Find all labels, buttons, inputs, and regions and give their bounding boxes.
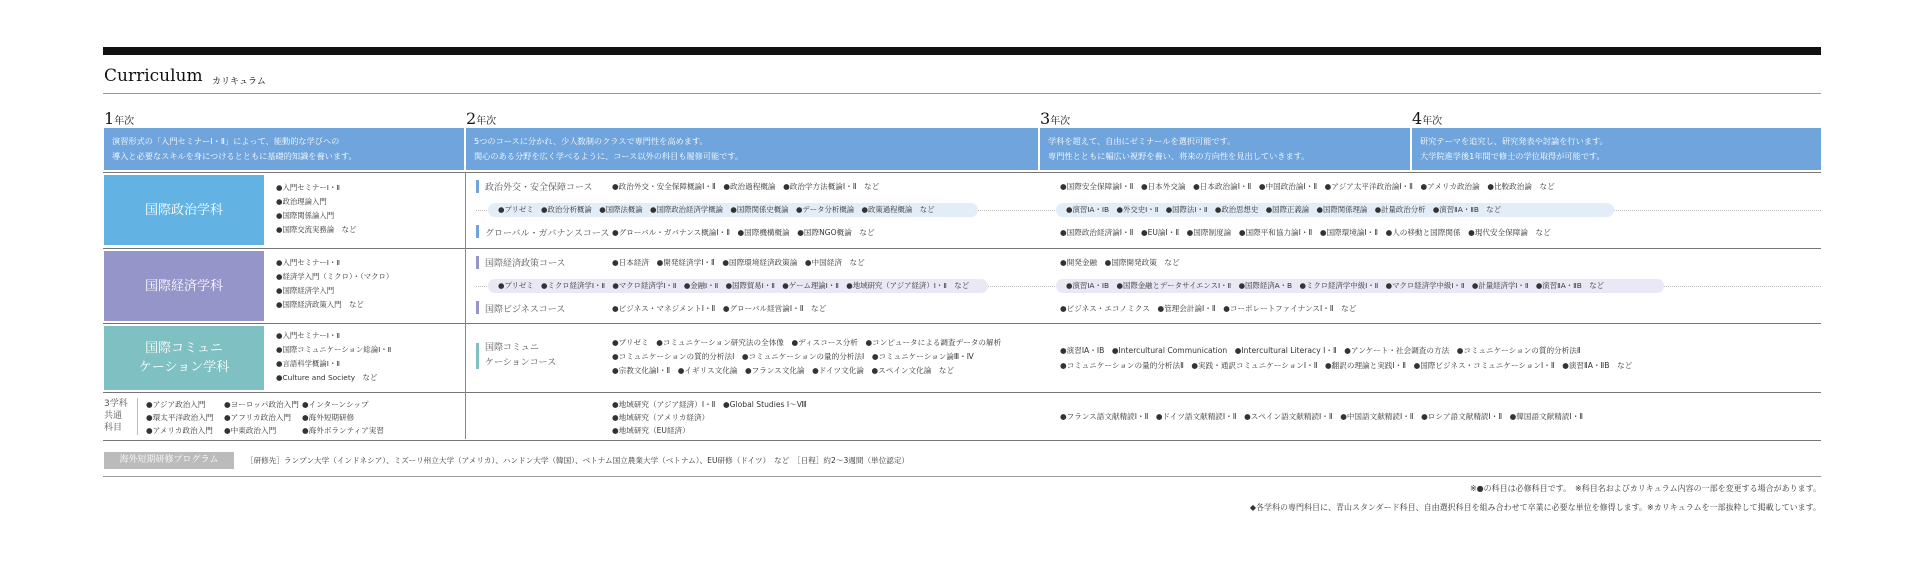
course-name: 国際経済政策コース (485, 259, 566, 269)
year-2-heading: 2年次 (466, 109, 497, 128)
row-divider (103, 440, 1821, 441)
course-y2-items: ●日本経済 ●開発経済学Ⅰ・Ⅱ ●国際環境経済政策論 ●中国経済 など (612, 258, 865, 267)
row-divider (103, 476, 1821, 477)
required-courses-communication: ●入門セミナーⅠ・Ⅱ ●国際コミュニケーション総論Ⅰ・Ⅱ ●言語科学概論Ⅰ・Ⅱ ●Culture and Society など (276, 331, 392, 382)
course-y3-items: ●開発金融 ●国際開発政策 など (1060, 258, 1180, 267)
department-communication: 国際コミュニ ケーション学科 (104, 326, 264, 390)
course-name: 国際コミュニ ケーションコース (485, 343, 557, 368)
page-subtitle: カリキュラム (212, 77, 266, 87)
year-separator (465, 173, 466, 439)
required-courses-economics: ●入門セミナーⅠ・Ⅱ ●経済学入門（ミクロ）・（マクロ） ●国際経済学入門 ●国際経済政策入門 など (276, 258, 394, 309)
shared-y2-items: ●プリゼミ ●政治分析概論 ●国際法概論 ●国際政治経済学概論 ●国際関係史概論 ●データ分析概論 ●政策過程概論 など (498, 205, 935, 214)
common-label-separator (137, 398, 138, 435)
year-4-description: 研究テーマを追究し、研究発表や討論を行います。 大学院進学後1年間で修士の学位取得が可能です。 (1420, 136, 1608, 161)
course-marker (476, 180, 479, 193)
department-economics: 国際経済学科 (104, 251, 264, 321)
department-politics: 国際政治学科 (104, 175, 264, 245)
shared-y3-items: ●演習ⅠA・ⅠB ●外交史Ⅰ・Ⅱ ●国際法Ⅰ・Ⅱ ●政治思想史 ●国際正義論 ●国際関係理論 ●計量政治分析 ●演習ⅡA・ⅡB など (1066, 205, 1502, 214)
course-y3-items: ●国際政治経済論Ⅰ・Ⅱ ●EU論Ⅰ・Ⅱ ●国際制度論 ●国際平和協力論Ⅰ・Ⅱ ●国際環境論Ⅰ・Ⅱ ●人の移動と国際関係 ●現代安全保障論 など (1060, 228, 1551, 237)
course-name: 政治外交・安全保障コース (485, 183, 593, 193)
course-y2-items: ●プリゼミ ●コミュニケーション研究法の全体像 ●ディスコース分析 ●コンピュータによる調査データの解析 ●コミュニケーションの質的分析法Ⅰ ●コミュニケーションの量的分析法Ⅰ ●コミュニケーション論Ⅲ・Ⅳ ●宗教文化論Ⅰ・Ⅱ ●イギリス文化論 ●フランス文化論 ●ドイツ文化論 ●スペイン文化論 など (612, 338, 1002, 375)
course-y3-items: ●演習ⅠA・ⅠB ●Intercultural Communication ●Intercultural Literacy Ⅰ・Ⅱ ●アンケート・社会調査の方法 ●コミュニケーションの質的分析法Ⅱ ●コミュニケーションの量的分析法Ⅱ ●実践・通訳コミュニケーションⅠ・Ⅱ ●翻訳の理論と実践Ⅰ・Ⅱ ●国際ビジネス・コミュニケーションⅠ・Ⅱ ●演習ⅡA・ⅡB など (1060, 346, 1633, 370)
year-2-description: 5つのコースに分かれ、少人数制のクラスで専門性を高めます。 関心のある分野を広く学べるように、コース以外の科目も履修可能です。 (474, 136, 744, 161)
common-col-2: ●ヨーロッパ政治入門 ●アフリカ政治入門 ●中東政治入門 (224, 400, 299, 435)
page-title: Curriculum (104, 66, 203, 86)
footnote-required: ※●の科目は必修科目です。 ※科目名およびカリキュラム内容の一部を変更する場合があります。 (1469, 484, 1821, 493)
overseas-program-label: 海外短期研修プログラム (104, 452, 234, 469)
year-1-heading: 1年次 (104, 109, 135, 128)
common-y3-items: ●フランス語文献精読Ⅰ・Ⅱ ●ドイツ語文献精読Ⅰ・Ⅱ ●スペイン語文献精読Ⅰ・Ⅱ ●中国語文献精読Ⅰ・Ⅱ ●ロシア語文献精読Ⅰ・Ⅱ ●韓国語文献精読Ⅰ・Ⅱ (1060, 412, 1584, 421)
course-name: グローバル・ガバナンスコース (485, 229, 610, 239)
year-1-description: 演習形式の「入門セミナーⅠ・Ⅱ」によって、能動的な学びへの 導入と必要なスキルを身につけるとともに基礎的知識を養います。 (112, 136, 357, 161)
common-col-3: ●インターンシップ ●海外短期研修 ●海外ボランティア実習 (302, 400, 384, 435)
top-rule (103, 47, 1821, 55)
course-marker (476, 343, 479, 369)
year-4-heading: 4年次 (1412, 109, 1443, 128)
year-3-heading: 3年次 (1040, 109, 1071, 128)
row-divider (103, 172, 1821, 173)
course-y2-items: ●グローバル・ガバナンス概論Ⅰ・Ⅱ ●国際機構概論 ●国際NGO概論 など (612, 228, 875, 237)
year-3-description: 学科を超えて、自由にゼミナールを選択可能です。 専門性とともに幅広い視野を養い、将来の方向性を見出していきます。 (1048, 136, 1310, 161)
course-marker (476, 256, 479, 269)
common-y2-items: ●地域研究（アジア経済）Ⅰ・Ⅱ ●Global Studies Ⅰ〜Ⅷ ●地域研究（アメリカ経済） ●地域研究（EU経済） (612, 400, 807, 435)
common-col-1: ●アジア政治入門 ●環太平洋政治入門 ●アメリカ政治入門 (146, 400, 214, 435)
shared-y3-items: ●演習ⅠA・ⅠB ●国際金融とデータサイエンスⅠ・Ⅱ ●国際経済A・B ●ミクロ経済学中級Ⅰ・Ⅱ ●マクロ経済学中級Ⅰ・Ⅱ ●計量経済学Ⅰ・Ⅱ ●演習ⅡA・ⅡB など (1066, 281, 1605, 290)
common-courses-label: 3学科 共通 科目 (104, 399, 128, 433)
course-y3-items: ●ビジネス・エコノミクス ●管理会計論Ⅰ・Ⅱ ●コーポレートファイナンスⅠ・Ⅱ など (1060, 304, 1357, 313)
course-marker (476, 225, 479, 238)
header-divider (103, 93, 1821, 94)
row-divider (103, 248, 1821, 249)
required-courses-politics: ●入門セミナーⅠ・Ⅱ ●政治理論入門 ●国際関係論入門 ●国際交流実務論 など (276, 183, 357, 234)
course-y3-items: ●国際安全保障論Ⅰ・Ⅱ ●日本外交論 ●日本政治論Ⅰ・Ⅱ ●中国政治論Ⅰ・Ⅱ ●アジア太平洋政治論Ⅰ・Ⅱ ●アメリカ政治論 ●比較政治論 など (1060, 182, 1555, 191)
course-y2-items: ●ビジネス・マネジメントⅠ・Ⅱ ●グローバル経営論Ⅰ・Ⅱ など (612, 304, 827, 313)
course-marker (476, 301, 479, 314)
overseas-program-details: ［研修先］ランプン大学（インドネシア）、ミズーリ州立大学（アメリカ）、ハンドン大学（韓国）、ベトナム国立農業大学（ベトナム）、EU研修（ドイツ） など ［日程］約2〜3週間（単位認定） (246, 456, 910, 465)
row-divider (103, 392, 1821, 393)
footnote-credits: ◆各学科の専門科目に、青山スタンダード科目、自由選択科目を組み合わせて卒業に必要な単位を修得します。※カリキュラムを一部抜粋して掲載しています。 (1249, 503, 1821, 512)
course-name: 国際ビジネスコース (485, 305, 566, 315)
shared-y2-items: ●プリゼミ ●ミクロ経済学Ⅰ・Ⅱ ●マクロ経済学Ⅰ・Ⅱ ●金融Ⅰ・Ⅱ ●国際貿易Ⅰ・Ⅱ ●ゲーム理論Ⅰ・Ⅱ ●地域研究（アジア経済）Ⅰ・Ⅱ など (498, 281, 970, 290)
course-y2-items: ●政治外交・安全保障概論Ⅰ・Ⅱ ●政治過程概論 ●政治学方法概論Ⅰ・Ⅱ など (612, 182, 880, 191)
row-divider (103, 323, 1821, 324)
